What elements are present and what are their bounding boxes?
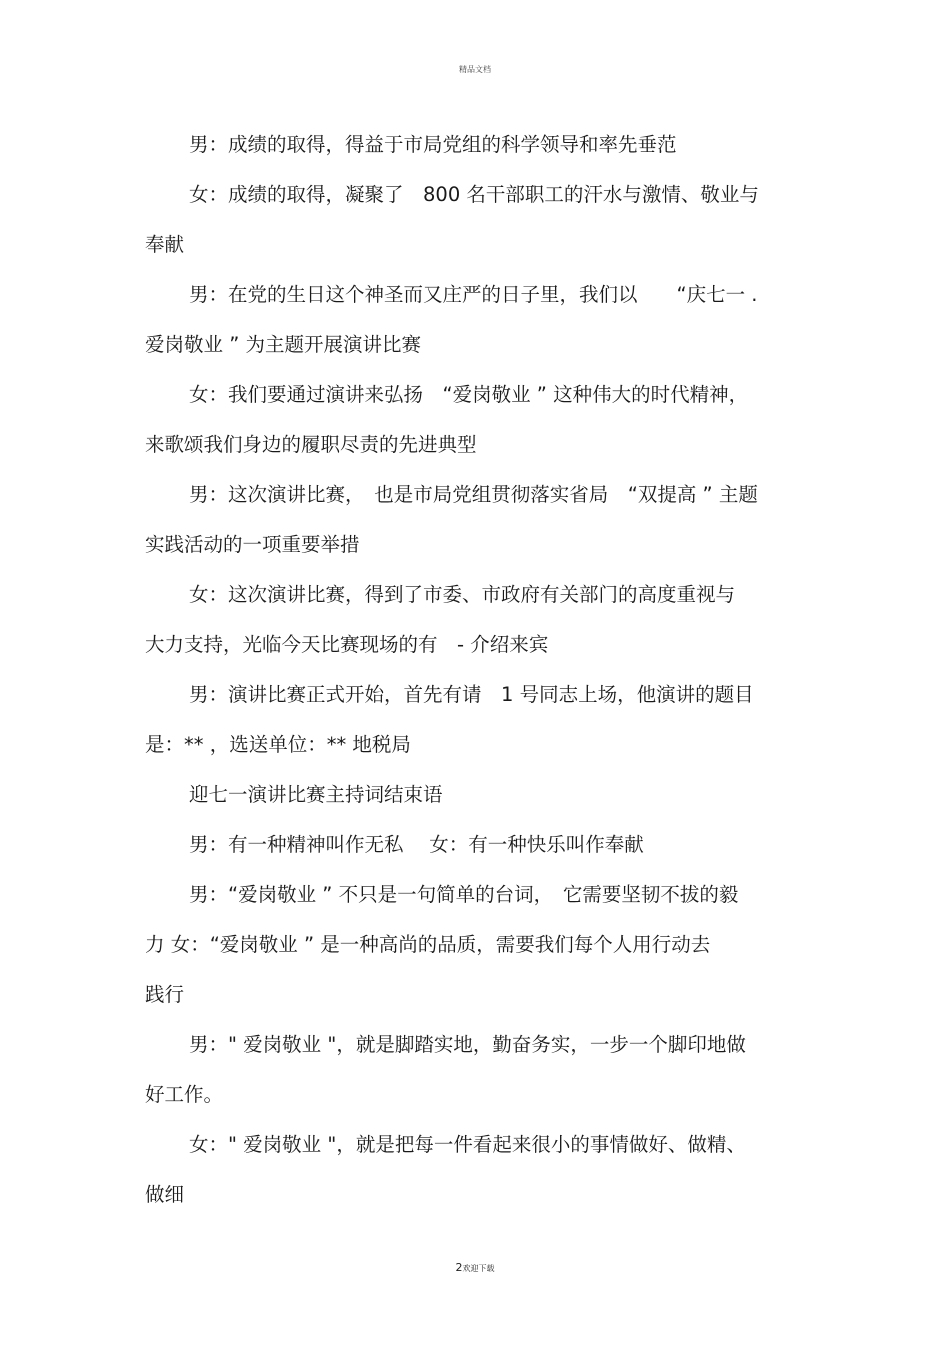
- text-line: 是：** ，选送单位：** 地税局: [145, 733, 411, 756]
- text-line: 女：这次演讲比赛，得到了市委、市政府有关部门的高度重视与: [189, 583, 736, 606]
- text-line: 女：" 爱岗敬业 "，就是把每一件看起来很小的事情做好、做精、: [189, 1133, 746, 1156]
- text-line: 男：在党的生日这个神圣而又庄严的日子里，我们以 “庆七一 .: [189, 283, 758, 306]
- text-line: 女：成绩的取得，凝聚了 800 名干部职工的汗水与激情、敬业与: [189, 183, 759, 206]
- text-line: 男：“爱岗敬业 ” 不只是一句简单的台词， 它需要坚韧不拔的毅: [189, 883, 739, 906]
- text-line: 男：演讲比赛正式开始，首先有请 1 号同志上场，他演讲的题目: [189, 683, 754, 706]
- text-line: 践行: [145, 983, 185, 1006]
- text-line: 来歌颂我们身边的履职尽责的先进典型: [145, 433, 477, 456]
- text-line: 男：成绩的取得，得益于市局党组的科学领导和率先垂范: [189, 133, 677, 156]
- text-line: 迎七一演讲比赛主持词结束语: [189, 783, 443, 806]
- page-number: 2: [455, 1261, 463, 1274]
- footer-text: 欢迎下载: [462, 1264, 495, 1273]
- text-line: 爱岗敬业 ” 为主题开展演讲比赛: [145, 333, 421, 356]
- page-header: 精品文档: [459, 65, 491, 74]
- text-line: 女：我们要通过演讲来弘扬 “爱岗敬业 ” 这种伟大的时代精神，: [189, 383, 749, 406]
- text-line: 力 女：“爱岗敬业 ” 是一种高尚的品质，需要我们每个人用行动去: [145, 933, 711, 956]
- text-line: 奉献: [145, 233, 185, 256]
- page-footer: [0, 1263, 950, 1274]
- text-line: 大力支持，光临今天比赛现场的有 - 介绍来宾: [145, 633, 549, 656]
- text-line: 做细: [145, 1183, 185, 1206]
- text-line: 男：有一种精神叫作无私 女：有一种快乐叫作奉献: [189, 833, 644, 856]
- text-line: 男：" 爱岗敬业 "，就是脚踏实地，勤奋务实，一步一个脚印地做: [189, 1033, 746, 1056]
- text-line: 实践活动的一项重要举措: [145, 533, 360, 556]
- text-line: 男：这次演讲比赛， 也是市局党组贯彻落实省局 “双提高 ” 主题: [189, 483, 758, 506]
- text-line: 好工作。: [145, 1083, 224, 1106]
- document-body: [145, 120, 815, 1220]
